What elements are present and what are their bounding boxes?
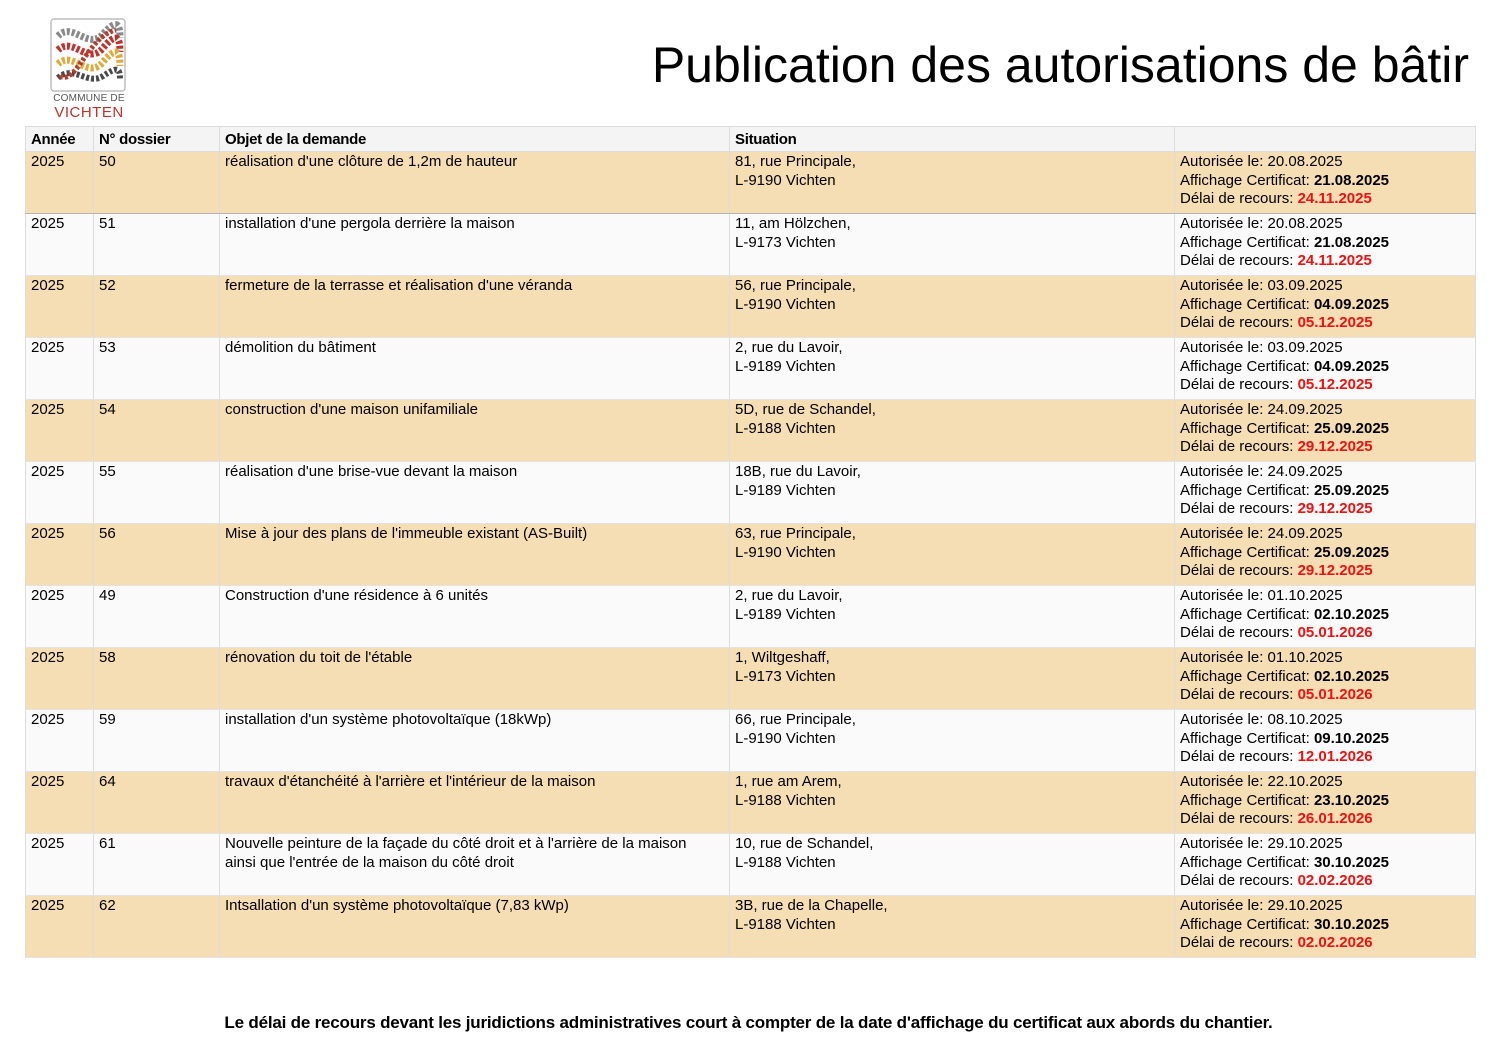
address-street: 5D, rue de Schandel,	[735, 401, 876, 418]
header-dates	[1175, 127, 1476, 152]
cell-situation	[730, 648, 1175, 710]
cell-objet	[220, 338, 730, 400]
cell-annee: 2025	[26, 586, 94, 648]
authorized-line	[1180, 277, 1470, 296]
appeal-deadline: 02.02.2026	[1297, 934, 1373, 951]
authorized-label: Autorisée le:	[1180, 525, 1268, 542]
authorized-label: Autorisée le:	[1180, 339, 1268, 356]
page-title: Publication des autorisations de bâtir	[651, 37, 1469, 93]
table-row	[26, 648, 1476, 710]
objet-text: réalisation d'une brise-vue devant la maison	[225, 463, 518, 480]
objet-text: démolition du bâtiment	[225, 339, 376, 356]
cell-situation	[730, 276, 1175, 338]
objet-text: installation d'un système photovoltaïque (18kWp)	[225, 711, 552, 728]
certificate-label: Affichage Certificat:	[1180, 233, 1314, 251]
appeal-label: Délai de recours:	[1180, 872, 1298, 889]
table-header-row	[26, 127, 1476, 152]
authorized-label: Autorisée le:	[1180, 649, 1268, 666]
authorized-label: Autorisée le:	[1180, 401, 1268, 418]
appeal-line	[1180, 438, 1470, 457]
authorized-date: 24.09.2025	[1267, 401, 1343, 418]
appeal-line	[1180, 500, 1470, 519]
table-row	[26, 214, 1476, 276]
cell-objet	[220, 462, 730, 524]
cell-dossier: 59	[94, 710, 220, 772]
cell-dossier: 56	[94, 524, 220, 586]
authorized-line	[1180, 153, 1470, 172]
appeal-line	[1180, 376, 1470, 395]
certificate-label: Affichage Certificat:	[1180, 605, 1314, 623]
table-row	[26, 896, 1476, 958]
header-dossier: N° dossier	[94, 127, 220, 152]
header-annee: Année	[26, 127, 94, 152]
objet-text: Intsallation d'un système photovoltaïque (7,83 kWp)	[225, 897, 569, 914]
certificate-line	[1180, 916, 1470, 935]
cell-objet	[220, 524, 730, 586]
authorized-date: 01.10.2025	[1267, 587, 1343, 604]
appeal-line	[1180, 810, 1470, 829]
appeal-label: Délai de recours:	[1180, 376, 1298, 393]
objet-text: construction d'une maison unifamiliale	[225, 401, 479, 418]
cell-objet	[220, 834, 730, 896]
certificate-label: Affichage Certificat:	[1180, 667, 1314, 685]
appeal-line	[1180, 252, 1470, 271]
cell-objet	[220, 214, 730, 276]
authorized-date: 24.09.2025	[1267, 463, 1343, 480]
certificate-date: 25.09.2025	[1313, 419, 1390, 437]
cell-dossier: 53	[94, 338, 220, 400]
appeal-label: Délai de recours:	[1180, 190, 1298, 207]
appeal-deadline: 12.01.2026	[1297, 748, 1373, 765]
address-postcode: L-9189 Vichten	[735, 357, 836, 375]
address-postcode: L-9190 Vichten	[735, 543, 836, 561]
cell-annee: 2025	[26, 276, 94, 338]
cell-annee: 2025	[26, 462, 94, 524]
appeal-deadline: 24.11.2025	[1297, 190, 1372, 207]
appeal-line	[1180, 872, 1470, 891]
certificate-date: 30.10.2025	[1313, 853, 1390, 871]
appeal-line	[1180, 686, 1470, 705]
cell-dossier: 58	[94, 648, 220, 710]
certificate-date: 21.08.2025	[1313, 171, 1390, 189]
cell-dossier: 55	[94, 462, 220, 524]
certificate-label: Affichage Certificat:	[1180, 481, 1314, 499]
certificate-line	[1180, 234, 1470, 253]
cell-annee: 2025	[26, 524, 94, 586]
authorized-date: 20.08.2025	[1267, 153, 1343, 170]
cell-annee: 2025	[26, 338, 94, 400]
cell-dossier: 54	[94, 400, 220, 462]
appeal-line	[1180, 934, 1470, 953]
authorized-label: Autorisée le:	[1180, 153, 1268, 170]
table-row	[26, 834, 1476, 896]
authorized-date: 29.10.2025	[1267, 897, 1343, 914]
address-street: 63, rue Principale,	[735, 525, 856, 542]
certificate-line	[1180, 854, 1470, 873]
appeal-label: Délai de recours:	[1180, 934, 1298, 951]
cell-situation	[730, 586, 1175, 648]
header-objet: Objet de la demande	[220, 127, 730, 152]
certificate-date: 04.09.2025	[1313, 357, 1390, 375]
cell-dates	[1175, 276, 1476, 338]
address-street: 66, rue Principale,	[735, 711, 856, 728]
table-row	[26, 462, 1476, 524]
authorized-line	[1180, 463, 1470, 482]
appeal-deadline: 05.01.2026	[1297, 686, 1373, 703]
appeal-label: Délai de recours:	[1180, 500, 1298, 517]
cell-dates	[1175, 834, 1476, 896]
authorized-line	[1180, 897, 1470, 916]
certificate-line	[1180, 544, 1470, 563]
certificate-label: Affichage Certificat:	[1180, 419, 1314, 437]
address-postcode: L-9190 Vichten	[735, 729, 836, 747]
authorized-date: 03.09.2025	[1267, 277, 1343, 294]
address-street: 18B, rue du Lavoir,	[735, 463, 861, 480]
appeal-deadline: 24.11.2025	[1297, 252, 1372, 269]
cell-situation	[730, 896, 1175, 958]
appeal-label: Délai de recours:	[1180, 314, 1298, 331]
certificate-line	[1180, 172, 1470, 191]
cell-dates	[1175, 648, 1476, 710]
certificate-label: Affichage Certificat:	[1180, 357, 1314, 375]
certificate-line	[1180, 420, 1470, 439]
cell-dates	[1175, 524, 1476, 586]
authorized-line	[1180, 587, 1470, 606]
address-street: 81, rue Principale,	[735, 153, 856, 170]
address-postcode: L-9173 Vichten	[735, 667, 836, 685]
cell-situation	[730, 772, 1175, 834]
table-row	[26, 524, 1476, 586]
authorized-line	[1180, 339, 1470, 358]
cell-situation	[730, 462, 1175, 524]
certificate-label: Affichage Certificat:	[1180, 543, 1314, 561]
authorized-date: 03.09.2025	[1267, 339, 1343, 356]
cell-objet	[220, 276, 730, 338]
appeal-line	[1180, 624, 1470, 643]
cell-dates	[1175, 152, 1476, 214]
logo-line1: COMMUNE DE	[53, 93, 125, 104]
appeal-label: Délai de recours:	[1180, 748, 1298, 765]
table-row	[26, 400, 1476, 462]
authorized-date: 29.10.2025	[1267, 835, 1343, 852]
authorized-line	[1180, 773, 1470, 792]
certificate-date: 23.10.2025	[1313, 791, 1390, 809]
authorized-date: 20.08.2025	[1267, 215, 1343, 232]
cell-situation	[730, 524, 1175, 586]
address-postcode: L-9188 Vichten	[735, 915, 836, 933]
cell-dossier: 61	[94, 834, 220, 896]
table-row	[26, 586, 1476, 648]
certificate-date: 02.10.2025	[1313, 605, 1390, 623]
cell-situation	[730, 834, 1175, 896]
cell-dossier: 49	[94, 586, 220, 648]
cell-annee: 2025	[26, 648, 94, 710]
cell-annee: 2025	[26, 896, 94, 958]
cell-objet	[220, 710, 730, 772]
appeal-line	[1180, 748, 1470, 767]
appeal-deadline: 05.12.2025	[1297, 376, 1373, 393]
cell-situation	[730, 214, 1175, 276]
certificate-label: Affichage Certificat:	[1180, 295, 1314, 313]
certificate-line	[1180, 482, 1470, 501]
authorized-line	[1180, 649, 1470, 668]
appeal-label: Délai de recours:	[1180, 562, 1298, 579]
authorized-label: Autorisée le:	[1180, 773, 1268, 790]
appeal-label: Délai de recours:	[1180, 438, 1298, 455]
cell-objet	[220, 152, 730, 214]
address-postcode: L-9188 Vichten	[735, 791, 836, 809]
certificate-line	[1180, 606, 1470, 625]
authorized-date: 01.10.2025	[1267, 649, 1343, 666]
authorized-label: Autorisée le:	[1180, 463, 1268, 480]
cell-annee: 2025	[26, 152, 94, 214]
address-street: 1, rue am Arem,	[735, 773, 842, 790]
appeal-deadline: 05.12.2025	[1297, 314, 1373, 331]
authorized-date: 24.09.2025	[1267, 525, 1343, 542]
authorized-label: Autorisée le:	[1180, 897, 1268, 914]
cell-dates	[1175, 772, 1476, 834]
address-postcode: L-9188 Vichten	[735, 853, 836, 871]
appeal-line	[1180, 314, 1470, 333]
appeal-deadline: 29.12.2025	[1297, 500, 1373, 517]
address-postcode: L-9190 Vichten	[735, 295, 836, 313]
certificate-label: Affichage Certificat:	[1180, 729, 1314, 747]
address-street: 2, rue du Lavoir,	[735, 587, 843, 604]
cell-dates	[1175, 338, 1476, 400]
table-row	[26, 276, 1476, 338]
objet-text: installation d'une pergola derrière la maison	[225, 215, 515, 232]
cell-annee: 2025	[26, 400, 94, 462]
certificate-label: Affichage Certificat:	[1180, 791, 1314, 809]
appeal-label: Délai de recours:	[1180, 810, 1298, 827]
appeal-deadline: 29.12.2025	[1297, 562, 1373, 579]
footnote: Le délai de recours devant les juridictions administratives court à compter de la date d'affichage du certificat aux abords du chantier.	[224, 1013, 1273, 1032]
cell-dossier: 62	[94, 896, 220, 958]
table-row	[26, 338, 1476, 400]
appeal-line	[1180, 562, 1470, 581]
certificate-line	[1180, 296, 1470, 315]
objet-text: fermeture de la terrasse et réalisation d'une véranda	[225, 277, 573, 294]
authorized-label: Autorisée le:	[1180, 277, 1268, 294]
cell-objet	[220, 772, 730, 834]
cell-dossier: 50	[94, 152, 220, 214]
cell-objet	[220, 400, 730, 462]
authorized-line	[1180, 711, 1470, 730]
certificate-date: 25.09.2025	[1313, 481, 1390, 499]
address-street: 11, am Hölzchen,	[735, 215, 851, 232]
authorized-label: Autorisée le:	[1180, 835, 1268, 852]
objet-text: réalisation d'une clôture de 1,2m de hauteur	[225, 153, 518, 170]
certificate-label: Affichage Certificat:	[1180, 915, 1314, 933]
authorized-label: Autorisée le:	[1180, 711, 1268, 728]
cell-dossier: 52	[94, 276, 220, 338]
address-street: 2, rue du Lavoir,	[735, 339, 843, 356]
certificate-line	[1180, 792, 1470, 811]
objet-text: rénovation du toit de l'étable	[225, 649, 413, 666]
cell-annee: 2025	[26, 214, 94, 276]
certificate-line	[1180, 358, 1470, 377]
logo-line2: VICHTEN	[54, 104, 124, 121]
address-postcode: L-9189 Vichten	[735, 605, 836, 623]
address-postcode: L-9188 Vichten	[735, 419, 836, 437]
table-row	[26, 152, 1476, 214]
objet-text-continued: ainsi que l'entrée de la maison du côté droit	[225, 853, 514, 871]
cell-dates	[1175, 586, 1476, 648]
table-row	[26, 772, 1476, 834]
cell-dossier: 64	[94, 772, 220, 834]
appeal-label: Délai de recours:	[1180, 686, 1298, 703]
certificate-label: Affichage Certificat:	[1180, 171, 1314, 189]
address-postcode: L-9173 Vichten	[735, 233, 836, 251]
certificate-date: 21.08.2025	[1313, 233, 1390, 251]
cell-dates	[1175, 214, 1476, 276]
header-situation: Situation	[730, 127, 1175, 152]
cell-objet	[220, 648, 730, 710]
address-street: 1, Wiltgeshaff,	[735, 649, 830, 666]
authorized-line	[1180, 525, 1470, 544]
appeal-deadline: 26.01.2026	[1297, 810, 1373, 827]
cell-situation	[730, 338, 1175, 400]
cell-situation	[730, 400, 1175, 462]
address-street: 10, rue de Schandel,	[735, 835, 874, 852]
appeal-deadline: 05.01.2026	[1297, 624, 1373, 641]
address-street: 3B, rue de la Chapelle,	[735, 897, 888, 914]
cell-annee: 2025	[26, 834, 94, 896]
certificate-date: 04.09.2025	[1313, 295, 1390, 313]
authorized-label: Autorisée le:	[1180, 587, 1268, 604]
address-postcode: L-9190 Vichten	[735, 171, 836, 189]
cell-objet	[220, 896, 730, 958]
certificate-line	[1180, 668, 1470, 687]
authorized-line	[1180, 401, 1470, 420]
table-row	[26, 710, 1476, 772]
authorized-line	[1180, 835, 1470, 854]
objet-text: Mise à jour des plans de l'immeuble existant (AS-Built)	[225, 525, 588, 542]
permits-table	[25, 126, 1476, 958]
cell-annee: 2025	[26, 772, 94, 834]
objet-text: Construction d'une résidence à 6 unités	[225, 587, 489, 604]
cell-annee: 2025	[26, 710, 94, 772]
certificate-date: 25.09.2025	[1313, 543, 1390, 561]
certificate-label: Affichage Certificat:	[1180, 853, 1314, 871]
appeal-line	[1180, 190, 1470, 209]
certificate-date: 30.10.2025	[1313, 915, 1390, 933]
cell-situation	[730, 152, 1175, 214]
certificate-line	[1180, 730, 1470, 749]
address-street: 56, rue Principale,	[735, 277, 856, 294]
cell-dates	[1175, 400, 1476, 462]
appeal-label: Délai de recours:	[1180, 252, 1298, 269]
objet-text: travaux d'étanchéité à l'arrière et l'intérieur de la maison	[225, 773, 596, 790]
authorized-date: 22.10.2025	[1267, 773, 1343, 790]
appeal-label: Délai de recours:	[1180, 624, 1298, 641]
authorized-date: 08.10.2025	[1267, 711, 1343, 728]
cell-dates	[1175, 710, 1476, 772]
certificate-date: 09.10.2025	[1313, 729, 1390, 747]
cell-objet	[220, 586, 730, 648]
appeal-deadline: 29.12.2025	[1297, 438, 1373, 455]
cell-dates	[1175, 462, 1476, 524]
appeal-deadline: 02.02.2026	[1297, 872, 1373, 889]
cell-dossier: 51	[94, 214, 220, 276]
certificate-date: 02.10.2025	[1313, 667, 1390, 685]
cell-dates	[1175, 896, 1476, 958]
authorized-label: Autorisée le:	[1180, 215, 1268, 232]
authorized-line	[1180, 215, 1470, 234]
cell-situation	[730, 710, 1175, 772]
objet-text: Nouvelle peinture de la façade du côté droit et à l'arrière de la maison	[225, 835, 687, 852]
address-postcode: L-9189 Vichten	[735, 481, 836, 499]
